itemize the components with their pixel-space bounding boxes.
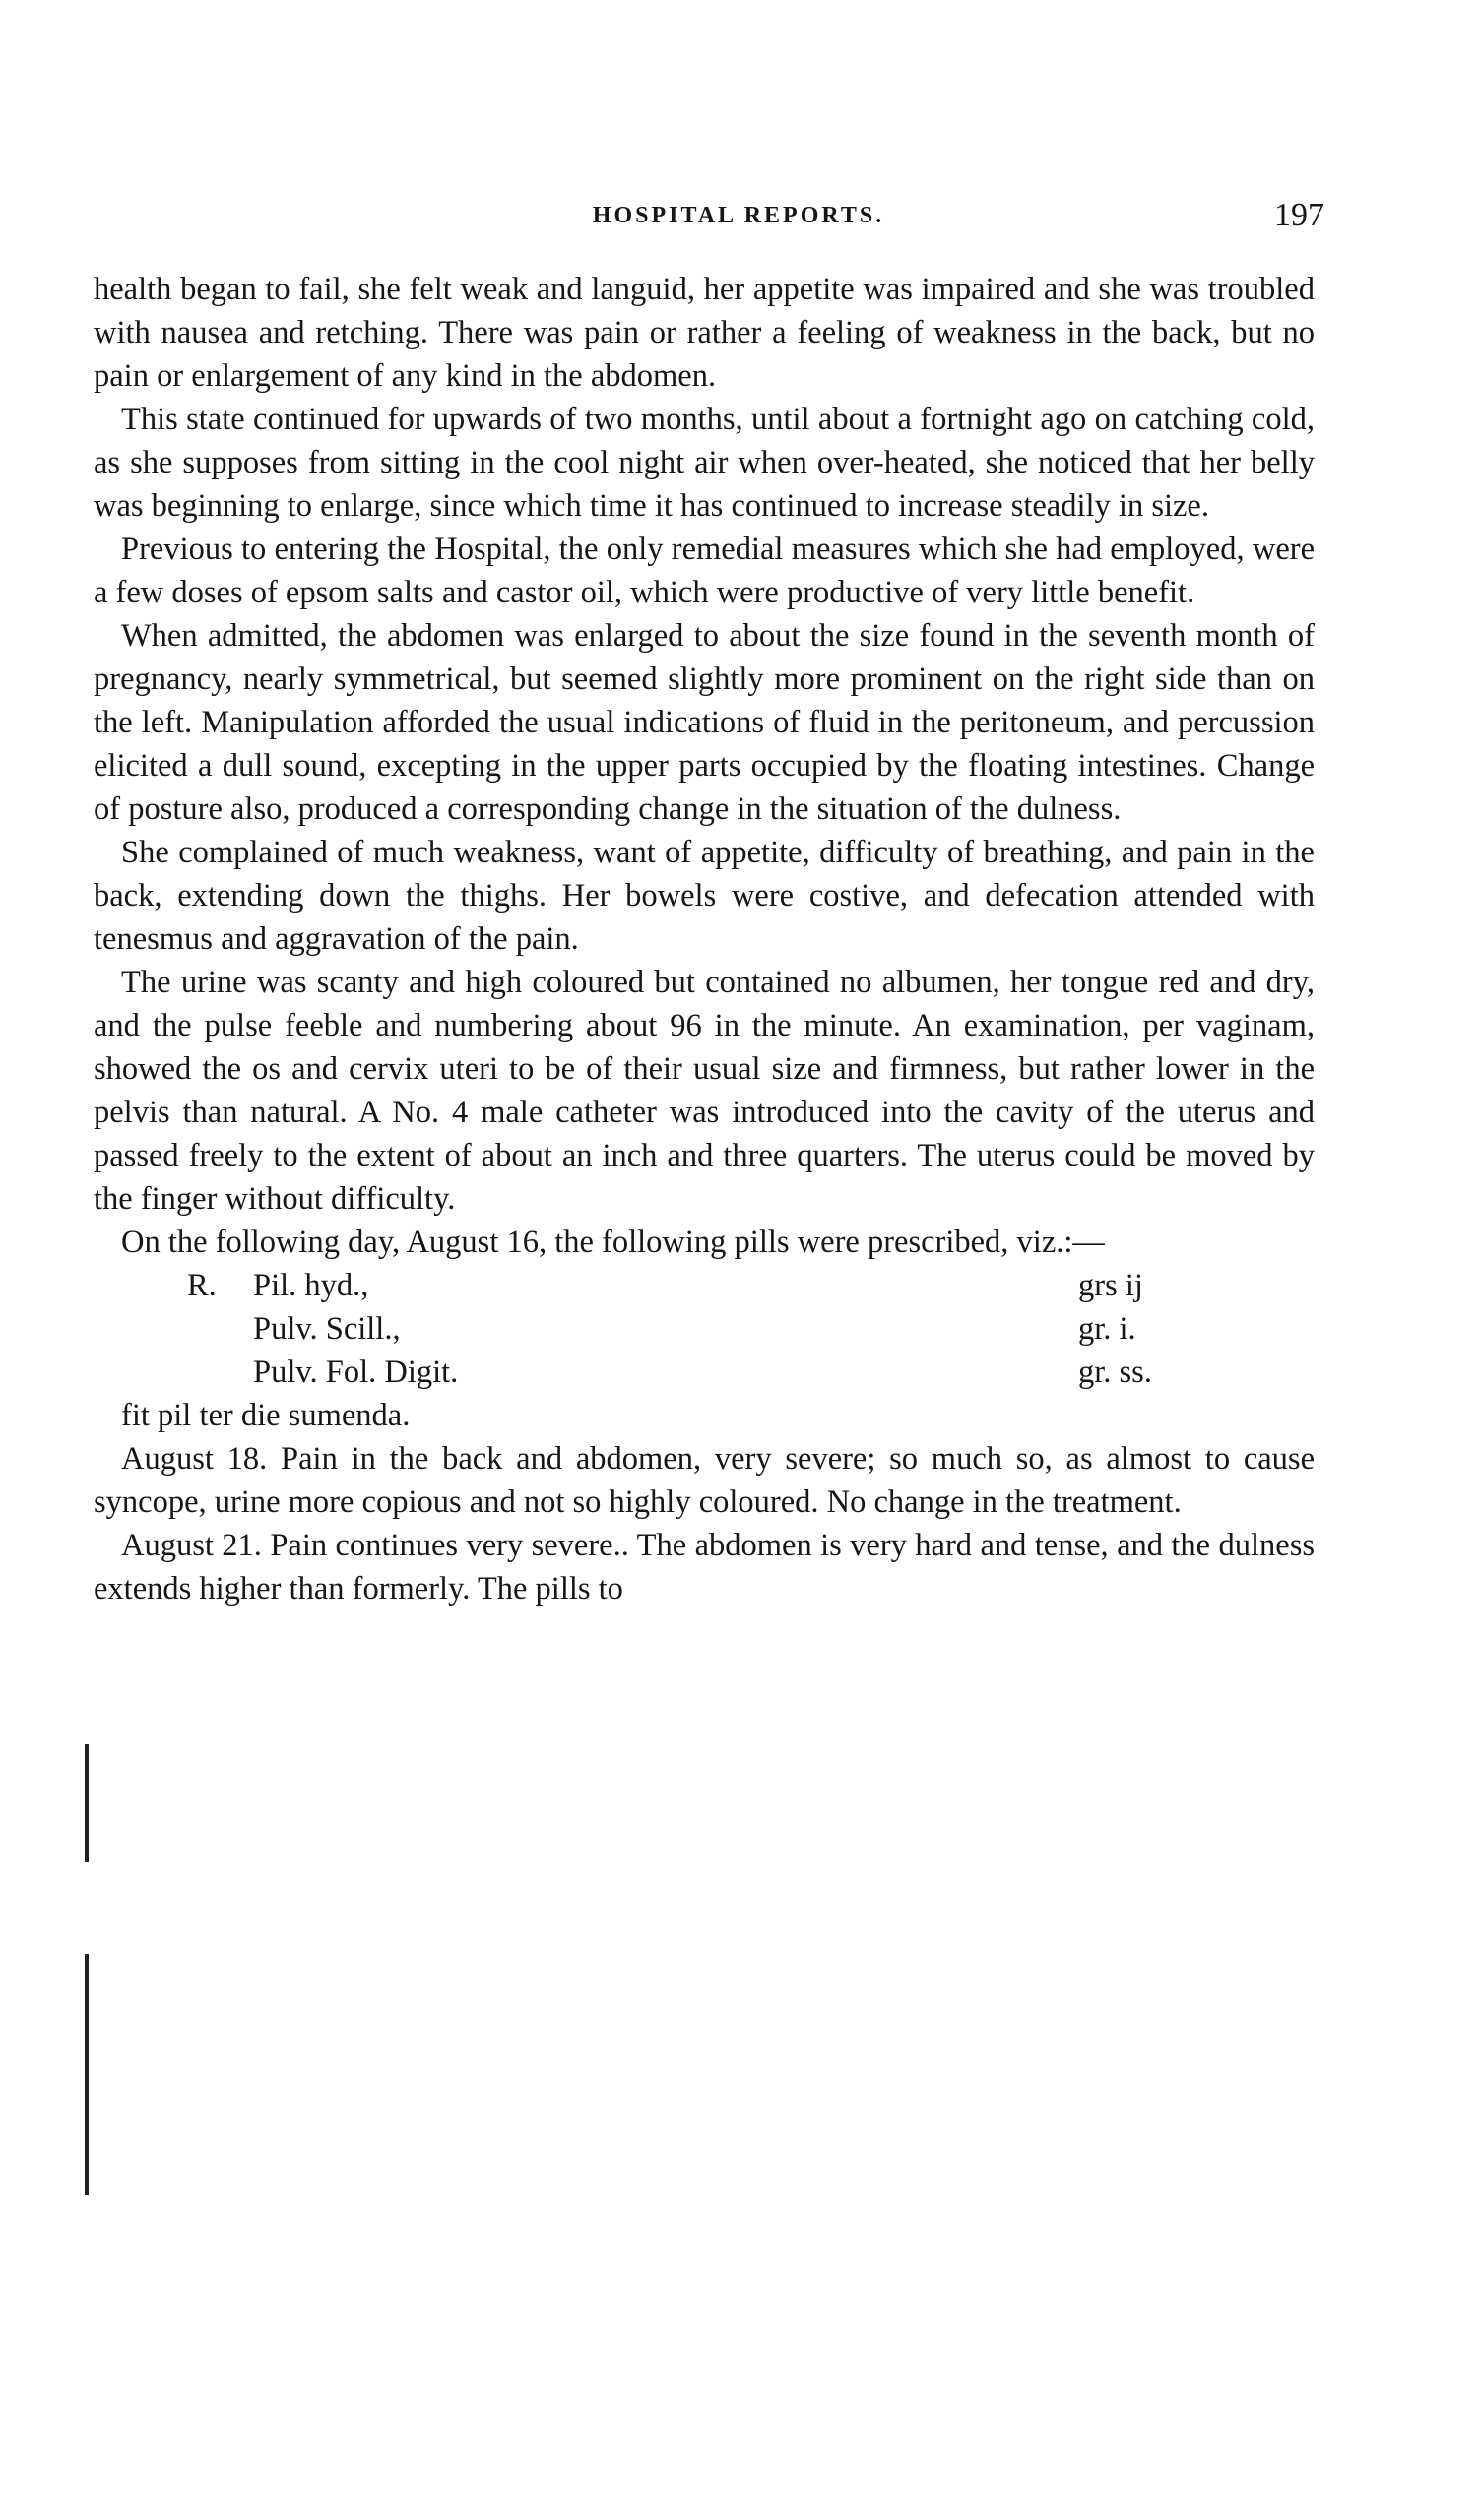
paragraph: Previous to entering the Hospital, the only remedial measures which she had employed, were a few doses of epsom salts and castor oil, which were productive of very little benefit. (94, 532, 1315, 610)
prescription-row (94, 1351, 1315, 1394)
paragraph: She complained of much weakness, want of appetite, difficulty of breathing, and pain in the back, extending down the thighs. Her bowels were costive, and defecation attended with tenesmus and aggravation of the pain. (94, 835, 1315, 957)
paragraph: The urine was scanty and high coloured but contained no albumen, her tongue red and dry, and the pulse feeble and numbering about 96 in the minute. An examination, per vaginam, showed the os and cervix uteri to be of their usual size and firmness, but rather lower in the pelvis than natural. A No. 4 male catheter was introduced into the cavity of the uterus and passed freely to the extent of about an inch and three quarters. The uterus could be moved by the finger without difficulty. (94, 965, 1315, 1217)
body-text (94, 268, 1315, 1610)
prescription-drug: Pulv. Fol. Digit. (253, 1354, 459, 1390)
paragraph: This state continued for upwards of two months, until about a fortnight ago on catching cold, as she supposes from sitting in the cool night air when over-heated, she noticed that her belly was beginning to enlarge, since which time it has continued to increase steadily in size. (94, 402, 1315, 524)
recipe-symbol: R. (187, 1268, 217, 1303)
prescription-directions: fit pil ter die sumenda. (121, 1398, 411, 1433)
running-head: HOSPITAL REPORTS. (592, 203, 885, 228)
page-number: 197 (1274, 197, 1324, 233)
prescription-dose: gr. ss. (1078, 1354, 1152, 1390)
prescription-dose: gr. i. (1078, 1311, 1136, 1347)
prescription-row (94, 1264, 1315, 1307)
prescription-row (94, 1307, 1315, 1351)
prescription-drug: Pil. hyd., (253, 1268, 369, 1303)
paragraph: August 18. Pain in the back and abdomen, very severe; so much so, as almost to cause syncope, urine more copious and not so highly coloured. No change in the treatment. (94, 1441, 1315, 1520)
prescription-dose: grs ij (1078, 1268, 1143, 1303)
margin-rule-lower (85, 1954, 89, 2195)
margin-rule-upper (85, 1744, 89, 1862)
prescription (94, 1264, 1315, 1394)
page-header (153, 197, 1324, 236)
paragraph: On the following day, August 16, the following pills were prescribed, viz.:— (121, 1225, 1105, 1260)
paragraph: health began to fail, she felt weak and languid, her appetite was impaired and she was troubled with nausea and retching. There was pain or rather a feeling of weakness in the back, but no pain or enlargement of any kind in the abdomen. (94, 272, 1315, 394)
prescription-drug: Pulv. Scill., (253, 1311, 401, 1347)
paragraph: August 21. Pain continues very severe.. The abdomen is very hard and tense, and the dulness extends higher than formerly. The pills to (94, 1528, 1315, 1606)
paragraph: When admitted, the abdomen was enlarged to about the size found in the seventh month of pregnancy, nearly symmetrical, but seemed slightly more prominent on the right side than on the left. Manipulation afforded the usual indications of fluid in the peritoneum, and percussion elicited a dull sound, excepting in the upper parts occupied by the floating intestines. Change of posture also, produced a corresponding change in the situation of the dulness. (94, 618, 1315, 827)
